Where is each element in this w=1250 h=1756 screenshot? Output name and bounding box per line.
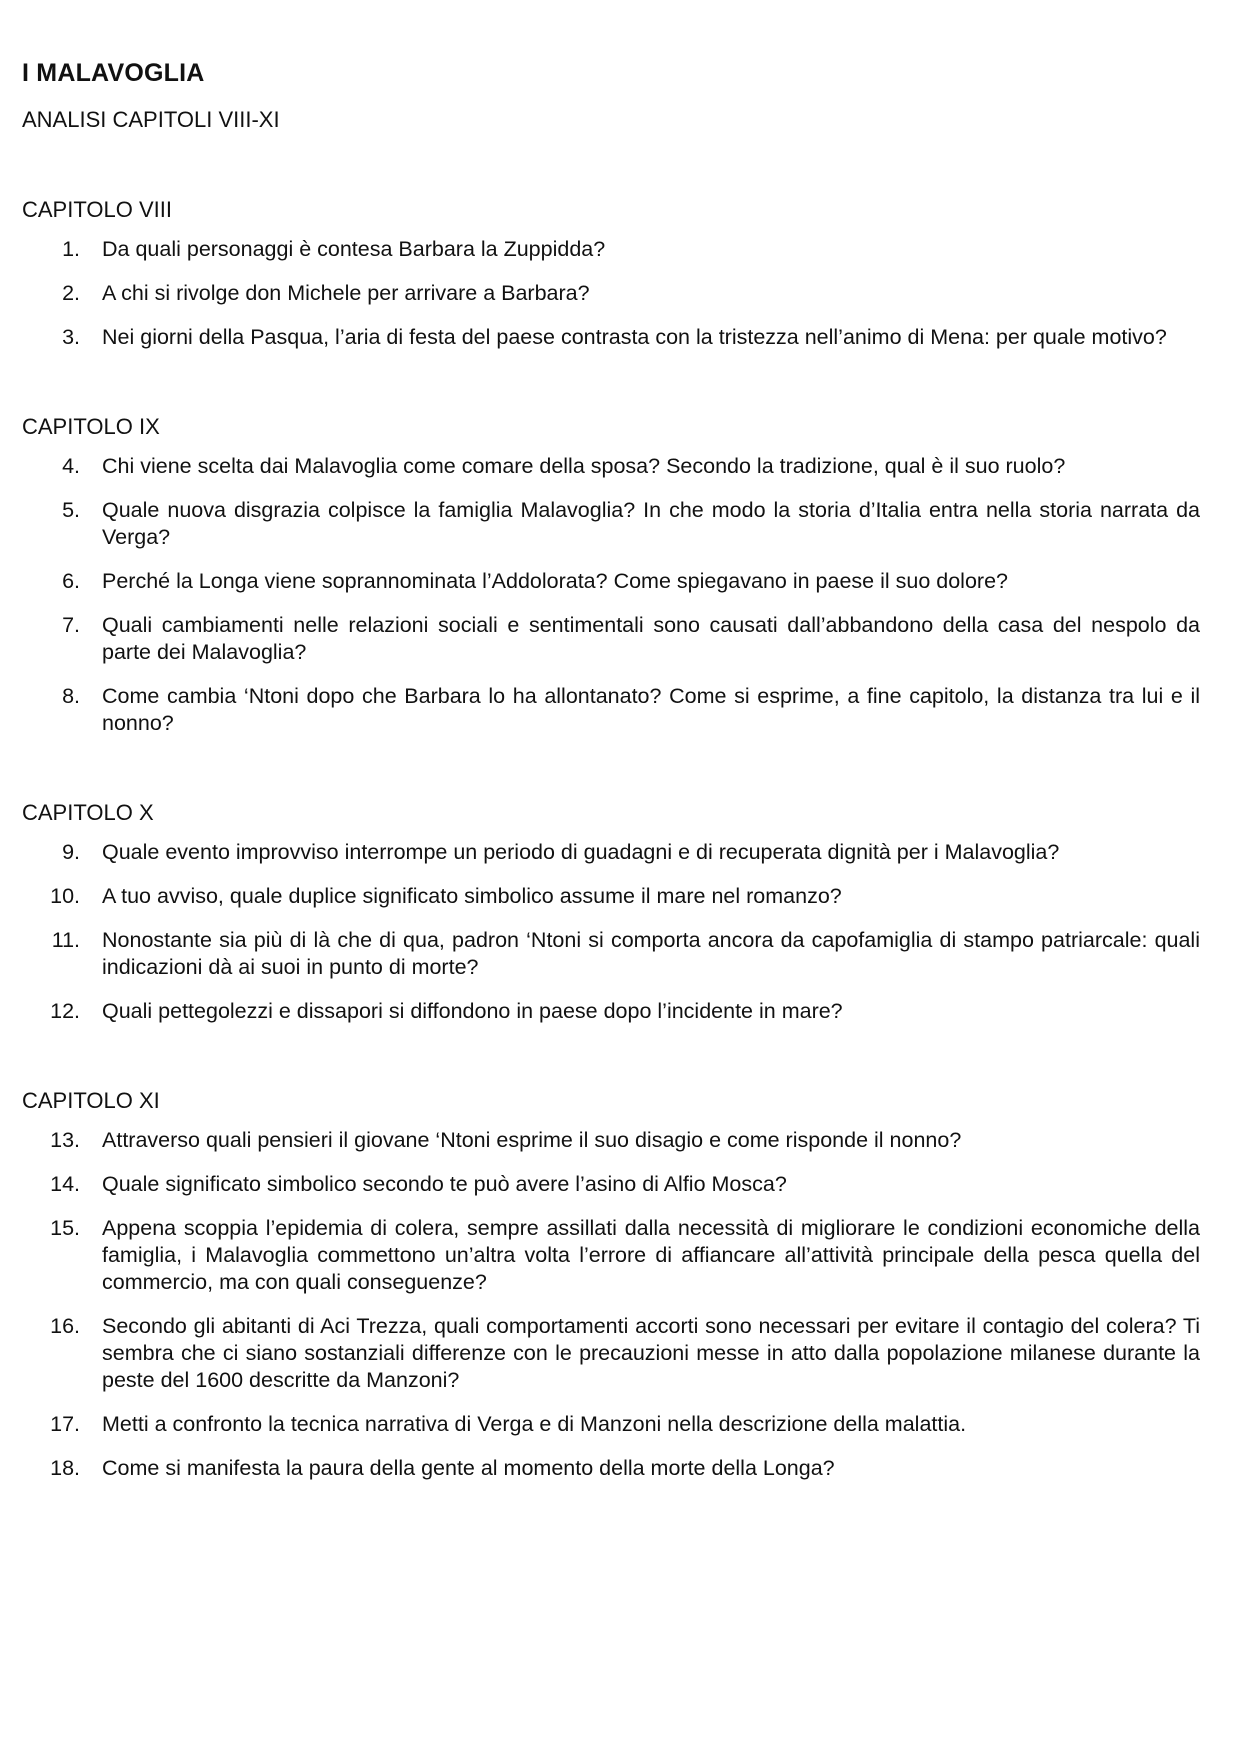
question-item	[22, 1455, 1200, 1482]
question-item	[22, 280, 1200, 307]
question-item	[22, 1313, 1200, 1394]
question-number: 4.	[62, 454, 80, 478]
question-item	[22, 497, 1200, 551]
question-item	[22, 683, 1200, 737]
question-number: 10.	[50, 884, 80, 908]
section-heading: CAPITOLO XI	[22, 1088, 160, 1113]
question-number: 1.	[62, 237, 80, 261]
question-text: Come si manifesta la paura della gente al momento della morte della Longa?	[102, 1456, 835, 1480]
question-item	[22, 324, 1200, 351]
question-text: A chi si rivolge don Michele per arrivare a Barbara?	[102, 281, 590, 305]
question-number: 8.	[62, 684, 80, 708]
question-item	[22, 883, 1200, 910]
question-number: 15.	[50, 1216, 80, 1240]
section-capitolo-x	[22, 799, 1200, 1025]
question-text: A tuo avviso, quale duplice significato simbolico assume il mare nel romanzo?	[102, 884, 842, 908]
question-text: Quale nuova disgrazia colpisce la famiglia Malavoglia? In che modo la storia d’Italia entra nella storia narrata da Verga?	[102, 498, 1200, 549]
question-list	[22, 1127, 1200, 1482]
question-list	[22, 839, 1200, 1025]
question-text: Chi viene scelta dai Malavoglia come comare della sposa? Secondo la tradizione, qual è il suo ruolo?	[102, 454, 1066, 478]
question-text: Quali pettegolezzi e dissapori si diffondono in paese dopo l’incidente in mare?	[102, 999, 843, 1023]
question-number: 13.	[50, 1128, 80, 1152]
question-item	[22, 927, 1200, 981]
question-item	[22, 1411, 1200, 1438]
question-item	[22, 453, 1200, 480]
question-text: Come cambia ‘Ntoni dopo che Barbara lo ha allontanato? Come si esprime, a fine capitolo, la distanza tra lui e il nonno?	[102, 684, 1200, 735]
question-list	[22, 453, 1200, 737]
question-text: Metti a confronto la tecnica narrativa di Verga e di Manzoni nella descrizione della malattia.	[102, 1412, 967, 1436]
question-text: Quale evento improvviso interrompe un periodo di guadagni e di recuperata dignità per i Malavoglia?	[102, 840, 1060, 864]
section-heading: CAPITOLO X	[22, 800, 154, 825]
question-number: 6.	[62, 569, 80, 593]
question-item	[22, 612, 1200, 666]
question-item	[22, 839, 1200, 866]
section-capitolo-viii	[22, 196, 1200, 351]
question-number: 12.	[50, 999, 80, 1023]
question-item	[22, 1215, 1200, 1296]
question-item	[22, 1171, 1200, 1198]
question-number: 9.	[62, 840, 80, 864]
question-text: Quale significato simbolico secondo te può avere l’asino di Alfio Mosca?	[102, 1172, 787, 1196]
question-item	[22, 568, 1200, 595]
question-text: Secondo gli abitanti di Aci Trezza, quali comportamenti accorti sono necessari per evitare il contagio del colera? Ti sembra che ci siano sostanziali differenze con le precauzioni messe in atto dalla popolazione milanese durante la peste del 1600 descritte da Manzoni?	[102, 1314, 1200, 1392]
question-number: 2.	[62, 281, 80, 305]
section-capitolo-xi	[22, 1087, 1200, 1482]
question-text: Perché la Longa viene soprannominata l’Addolorata? Come spiegavano in paese il suo dolore?	[102, 569, 1008, 593]
question-text: Quali cambiamenti nelle relazioni sociali e sentimentali sono causati dall’abbandono della casa del nespolo da parte dei Malavoglia?	[102, 613, 1200, 664]
document-title: I MALAVOGLIA	[22, 59, 205, 87]
question-number: 18.	[50, 1456, 80, 1480]
question-text: Appena scoppia l’epidemia di colera, sempre assillati dalla necessità di migliorare le condizioni economiche della famiglia, i Malavoglia commettono un’altra volta l’errore di affiancare all’attività principale della pesca quella del commercio, ma con quali conseguenze?	[102, 1216, 1200, 1294]
question-list	[22, 236, 1200, 351]
question-text: Da quali personaggi è contesa Barbara la Zuppidda?	[102, 237, 606, 261]
question-text: Attraverso quali pensieri il giovane ‘Ntoni esprime il suo disagio e come risponde il nonno?	[102, 1128, 962, 1152]
question-item	[22, 998, 1200, 1025]
question-number: 3.	[62, 325, 80, 349]
question-item	[22, 1127, 1200, 1154]
question-number: 14.	[50, 1172, 80, 1196]
question-item	[22, 236, 1200, 263]
question-number: 7.	[62, 613, 80, 637]
question-number: 16.	[50, 1314, 80, 1338]
question-number: 17.	[50, 1412, 80, 1436]
question-number: 5.	[62, 498, 80, 522]
section-heading: CAPITOLO IX	[22, 414, 160, 439]
section-heading: CAPITOLO VIII	[22, 197, 172, 222]
question-number: 11.	[51, 928, 80, 952]
section-capitolo-ix	[22, 413, 1200, 737]
document-subtitle: ANALISI CAPITOLI VIII-XI	[22, 107, 280, 132]
question-text: Nonostante sia più di là che di qua, padron ‘Ntoni si comporta ancora da capofamiglia di stampo patriarcale: quali indicazioni dà ai suoi in punto di morte?	[102, 928, 1200, 979]
question-text: Nei giorni della Pasqua, l’aria di festa del paese contrasta con la tristezza nell’animo di Mena: per quale motivo?	[102, 325, 1167, 349]
